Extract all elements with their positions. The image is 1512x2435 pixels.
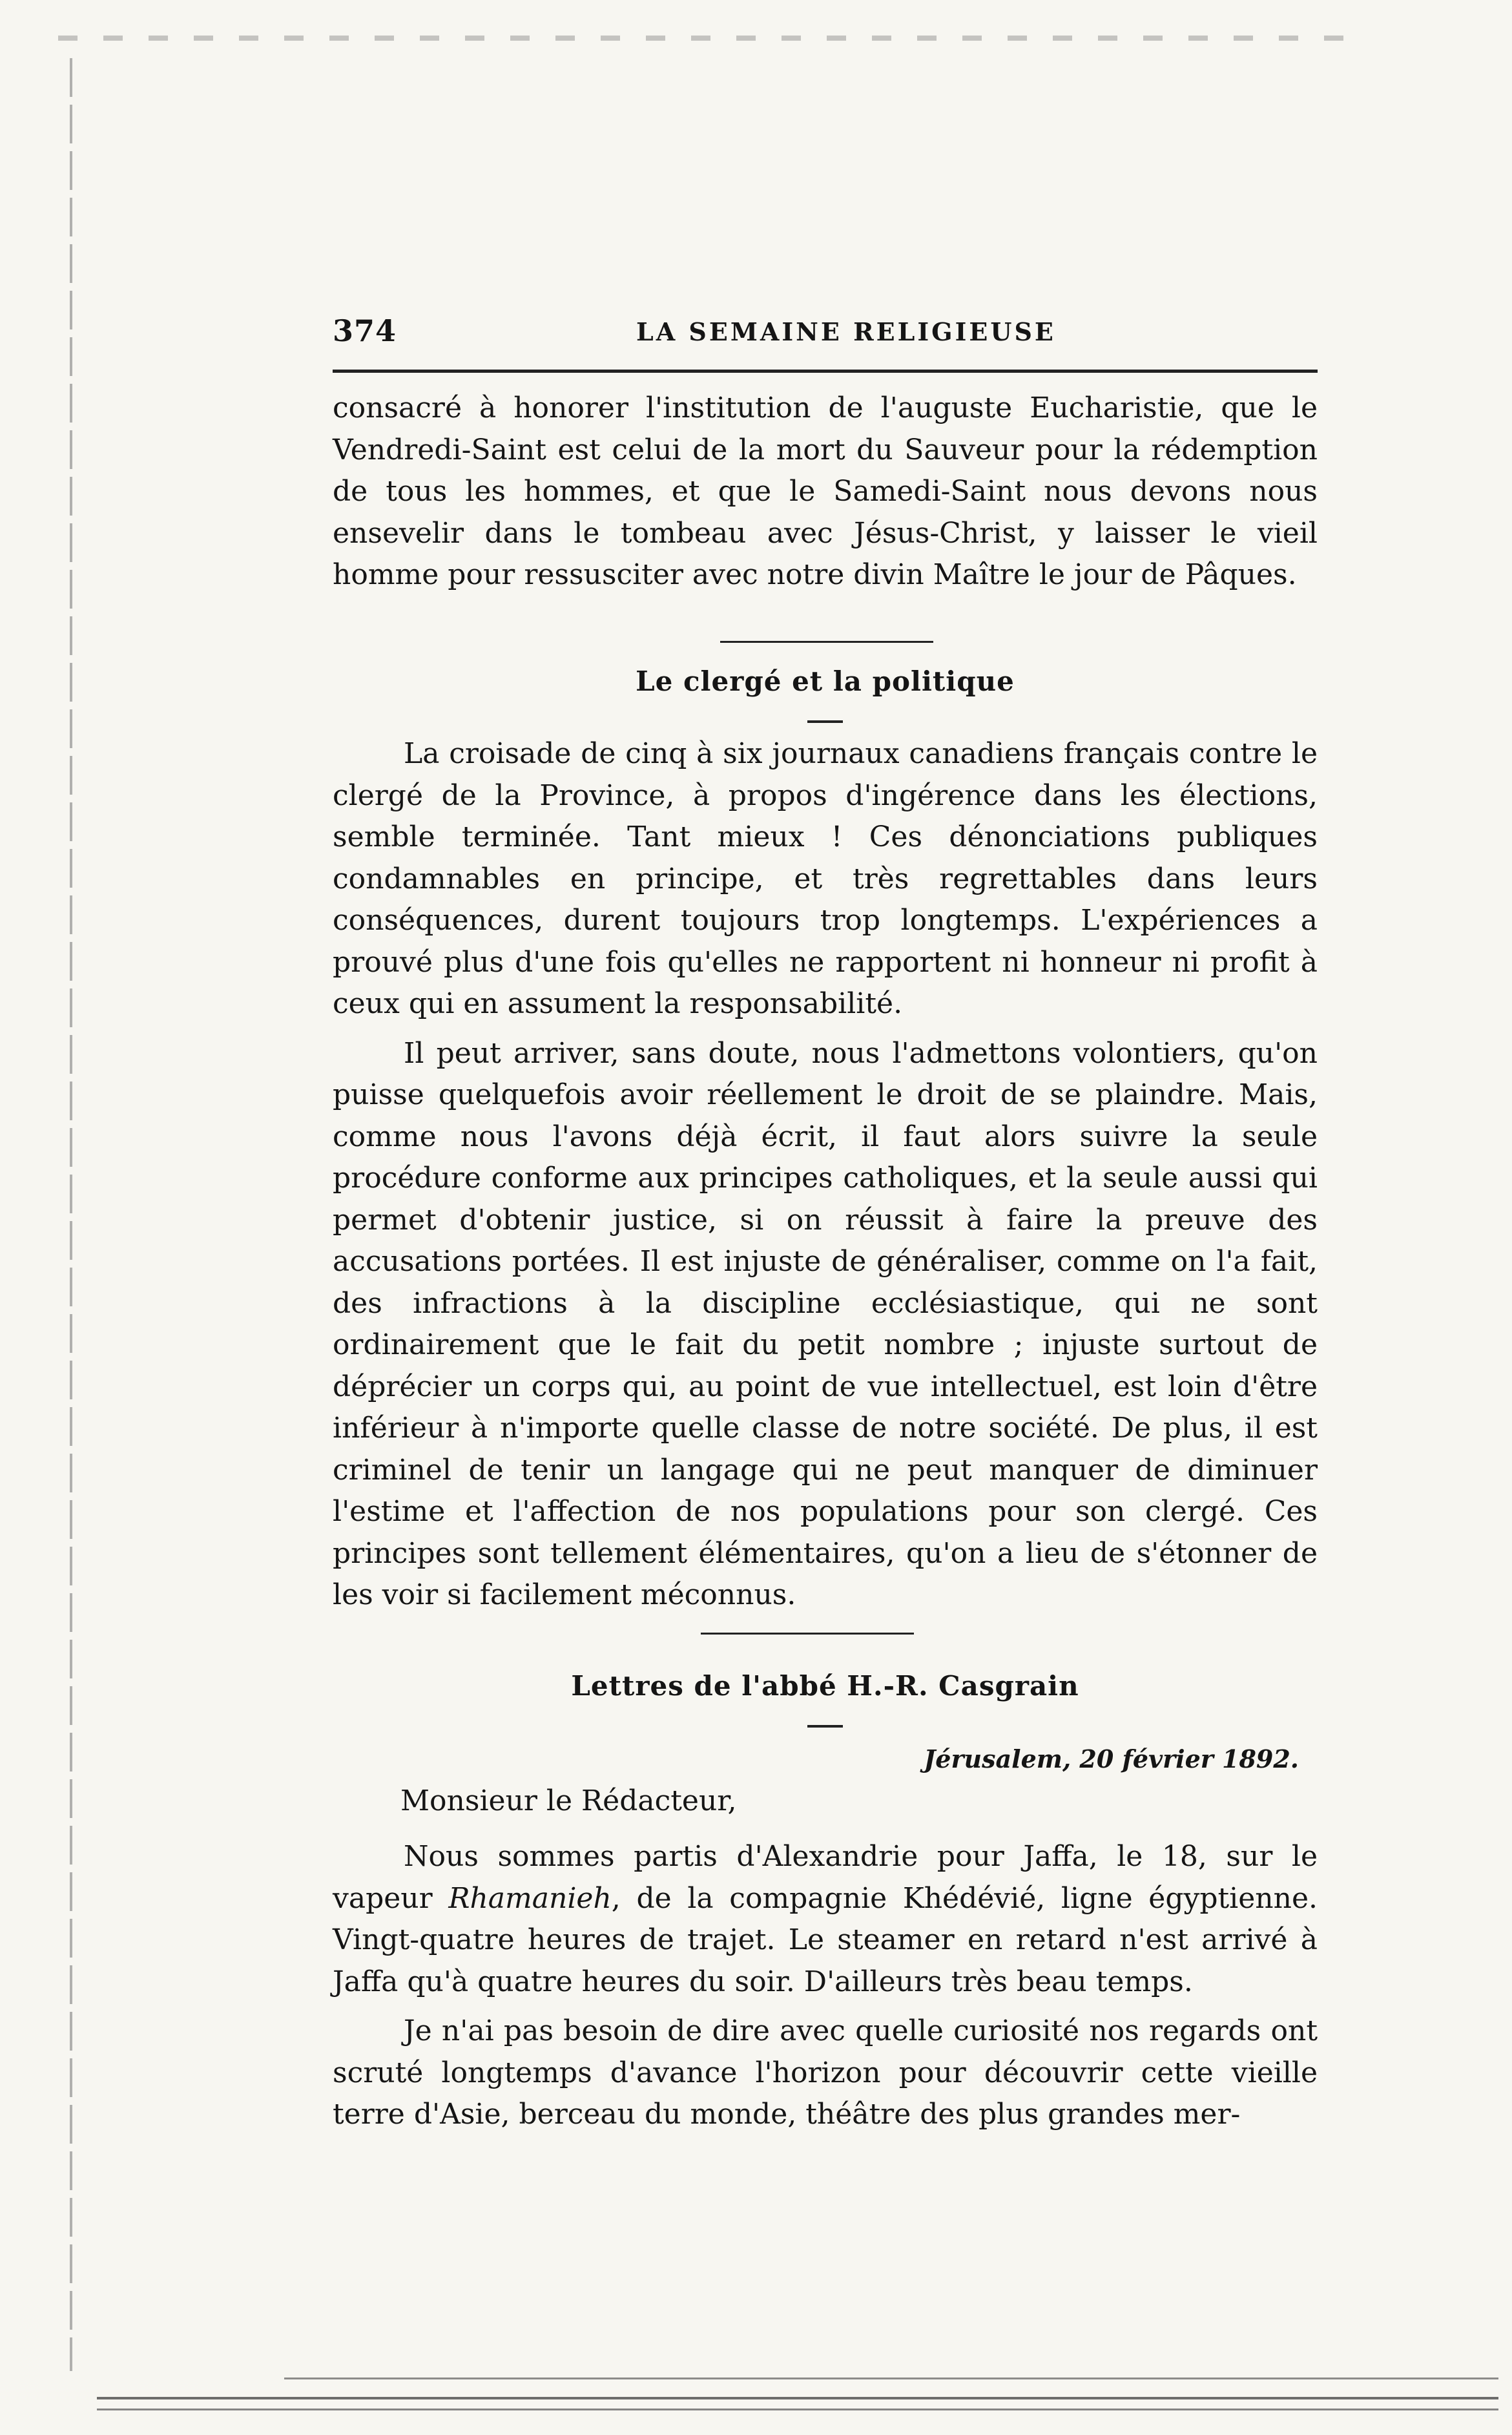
page-number: 374 <box>333 313 397 348</box>
letter-salutation: Monsieur le Rédacteur, <box>400 1784 737 1817</box>
section-separator <box>701 1633 914 1635</box>
section-heading-letters: Lettres de l'abbé H.-R. Casgrain <box>571 1670 1079 1702</box>
running-title: LA SEMAINE RELIGIEUSE <box>636 317 1056 346</box>
margin-rule <box>70 58 72 2371</box>
page-header <box>333 313 1318 352</box>
section2-body <box>333 1836 1318 2136</box>
ship-name: Rhamanieh <box>448 1881 612 1915</box>
letter-paragraph-1 <box>333 1836 1318 2003</box>
intro-paragraph-block <box>333 388 1318 596</box>
section1-body <box>333 733 1318 1616</box>
letter-paragraph-2: Je n'ai pas besoin de dire avec quelle curiosité nos regards ont scruté longtemps d'avance l'horizon pour découvrir cette vieille terre d'Asie, berceau du monde, théâtre des plus grandes mer- <box>333 2014 1318 2131</box>
section1-paragraph-2: Il peut arriver, sans doute, nous l'admettons volontiers, qu'on puisse quelquefois avoir réellement le droit de se plaindre. Mais, comme nous l'avons déjà écrit, il faut alors suivre la seule procédure conforme aux principes catholiques, et la seule aussi qui permet d'obtenir justice, si on réussit à faire la preuve des accusations portées. Il est injuste de généraliser, comme on l'a fait, des infractions à la discipline ecclésiastique, qui ne sont ordinairement que le fait du petit nombre ; injuste surtout de déprécier un corps qui, au point de vue intellectuel, est loin d'être inférieur à n'importe quelle classe de notre société. De plus, il est criminel de tenir un langage qui ne peut manquer de diminuer l'estime et l'affection de nos populations pour son clergé. Ces principes sont tellement élémentaires, qu'on a lieu de s'étonner de les voir si facilement méconnus. <box>333 1036 1318 1611</box>
section-separator <box>720 641 933 643</box>
letter-p1-end: , de la compagnie Khédévié, ligne égyptienne. Vingt-quatre heures de trajet. Le steamer en retard n'est arrivé à Jaffa qu'à quatre heures du soir. D'ailleurs très beau temps. <box>333 1881 1318 1998</box>
bottom-rule <box>284 2378 1498 2379</box>
section1-paragraph-1: La croisade de cinq à six journaux canadiens français contre le clergé de la Province, à propos d'ingérence dans les élections, semble terminée. Tant mieux ! Ces dénonciations publiques condamnables en principe, et très regrettables dans leurs conséquences, durent toujours trop longtemps. L'expériences a prouvé plus d'une fois qu'elles ne rapportent ni honneur ni profit à ceux qui en assument la responsabilité. <box>333 737 1318 1020</box>
header-rule <box>333 370 1318 373</box>
heading-dash <box>807 720 843 723</box>
scan-edge-noise <box>58 36 1350 41</box>
heading-dash <box>807 1725 843 1728</box>
letter-dateline: Jérusalem, 20 février 1892. <box>924 1744 1299 1773</box>
intro-paragraph: consacré à honorer l'institution de l'auguste Eucharistie, que le Vendredi-Saint est celui de la mort du Sauveur pour la rédemption de tous les hommes, et que le Samedi-Saint nous devons nous ensevelir dans le tombeau avec Jésus-Christ, y laisser le vieil homme pour ressusciter avec notre divin Maître le jour de Pâques. <box>333 392 1318 591</box>
section-heading-clergy: Le clergé et la politique <box>636 665 1015 697</box>
letter-p1-start: Nous sommes partis d'Alexandrie pour Jaffa, le 18, sur le vapeur <box>333 1840 1318 1915</box>
bottom-double-rule <box>97 2397 1498 2410</box>
